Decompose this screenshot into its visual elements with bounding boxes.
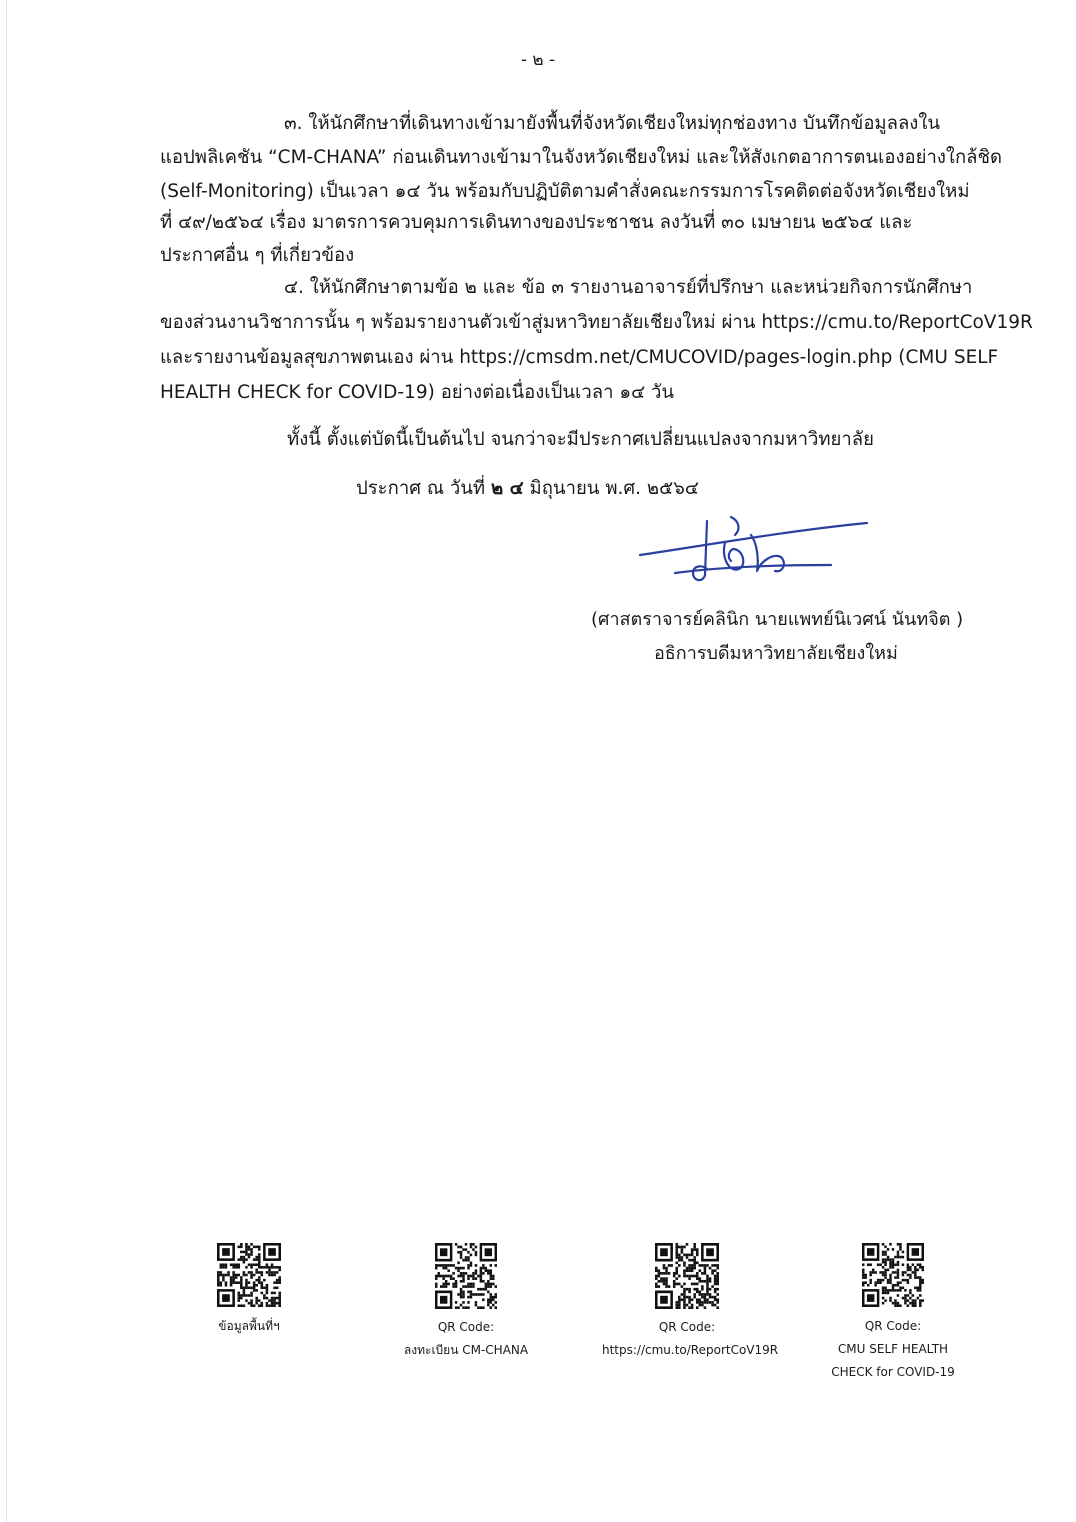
qr-caption: QR Code: — [658, 1320, 716, 1334]
qr-caption: ลงทะเบียน CM-CHANA — [403, 1343, 529, 1357]
signer-title: อธิการบดีมหาวิทยาลัยเชียงใหม่ — [654, 643, 898, 664]
announcement-prefix: ประกาศ ณ วันที่ — [356, 478, 486, 499]
qr-caption: QR Code: — [437, 1320, 495, 1334]
qr-code-cm-chana-icon — [435, 1243, 497, 1309]
qr-report-cov19r — [602, 1243, 779, 1362]
paragraph-3-line: ประกาศอื่น ๆ ที่เกี่ยวข้อง — [160, 245, 355, 266]
qr-cmu-self-health — [808, 1243, 978, 1384]
announcement-date — [356, 477, 699, 501]
signature-image — [635, 513, 875, 588]
qr-code-area-info-icon — [217, 1243, 281, 1307]
paragraph-3-line: (Self-Monitoring) เป็นเวลา ๑๔ วัน พร้อมกับปฏิบัติตามคำสั่งคณะกรรมการโรคติดต่อจังหวัดเชียงใหม่ — [160, 181, 970, 202]
paragraph-3-line: แอปพลิเคชัน “CM-CHANA” ก่อนเดินทางเข้ามาในจังหวัดเชียงใหม่ และให้สังเกตอาการตนเองอย่างใกล้ชิด — [160, 147, 1003, 168]
paragraph-3-line: ๓. ให้นักศึกษาที่เดินทางเข้ามายังพื้นที่จังหวัดเชียงใหม่ทุกช่องทาง บันทึกข้อมูลลงใน — [284, 113, 941, 134]
paragraph-4-line: ๔. ให้นักศึกษาตามข้อ ๒ และ ข้อ ๓ รายงานอาจารย์ที่ปรึกษา และหน่วยกิจการนักศึกษา — [284, 277, 973, 298]
paragraph-3-line: ที่ ๔๙/๒๕๖๔ เรื่อง มาตรการควบคุมการเดินทางของประชาชน ลงวันที่ ๓๐ เมษายน ๒๕๖๔ และ — [160, 212, 913, 233]
qr-caption: QR Code: — [864, 1319, 922, 1333]
page-number: - ๒ - — [520, 50, 556, 70]
signer-name: (ศาสตราจารย์คลินิก นายแพทย์นิเวศน์ นันทจิต ) — [591, 609, 964, 630]
closing-statement: ทั้งนี้ ตั้งแต่บัดนี้เป็นต้นไป จนกว่าจะมีประกาศเปลี่ยนแปลงจากมหาวิทยาลัย — [287, 429, 874, 450]
qr-cm-chana — [381, 1243, 551, 1362]
page-edge-line — [6, 0, 7, 1522]
announcement-day: ๒ ๔ — [491, 478, 524, 499]
paragraph-4-line: และรายงานข้อมูลสุขภาพตนเอง ผ่าน https://cmsdm.net/CMUCOVID/pages-login.php (CMU SELF — [160, 347, 999, 368]
qr-code-report-cov19r-icon — [655, 1243, 719, 1309]
paragraph-4-line: ของส่วนงานวิชาการนั้น ๆ พร้อมรายงานตัวเข้าสู่มหาวิทยาลัยเชียงใหม่ ผ่าน https://cmu.to/ReportCoV19R — [160, 312, 1033, 333]
qr-caption: CMU SELF HEALTH — [837, 1342, 949, 1356]
qr-caption: CHECK for COVID-19 — [831, 1365, 955, 1379]
qr-caption: https://cmu.to/ReportCoV19R — [602, 1343, 779, 1357]
qr-area-info — [164, 1243, 334, 1338]
paragraph-4-line: HEALTH CHECK for COVID-19) อย่างต่อเนื่องเป็นเวลา ๑๔ วัน — [160, 382, 674, 403]
announcement-month-year: มิถุนายน พ.ศ. ๒๕๖๔ — [529, 478, 699, 499]
qr-caption: ข้อมูลพื้นที่ฯ — [218, 1319, 280, 1333]
qr-code-cmu-self-health-icon — [862, 1243, 924, 1307]
